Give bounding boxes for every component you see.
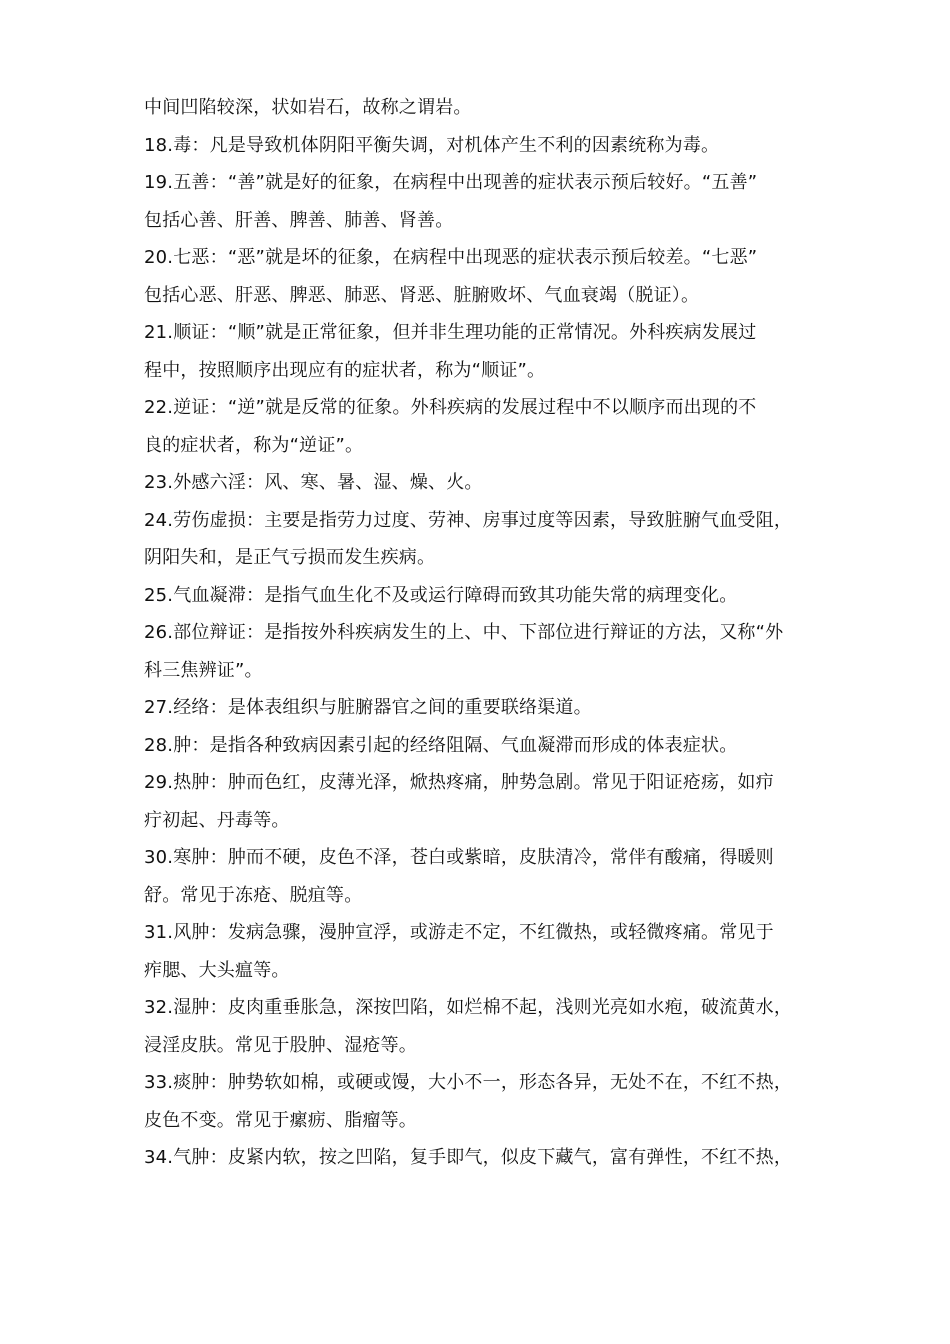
- text-line: 34.气肿：皮紧内软，按之凹陷，复手即气，似皮下藏气，富有弹性，不红不热，: [144, 1147, 793, 1168]
- text-line: 32.湿肿：皮肉重垂胀急，深按凹陷，如烂棉不起，浅则光亮如水疱，破流黄水，: [144, 997, 793, 1018]
- text-line: 包括心恶、肝恶、脾恶、肺恶、肾恶、脏腑败坏、气血衰竭（脱证）。: [144, 284, 700, 306]
- text-line: 33.痰肿：肿势软如棉，或硬或馒，大小不一，形态各异，无处不在，不红不热，: [144, 1072, 793, 1093]
- text-line: 29.热肿：肿而色红，皮薄光泽，焮热疼痛，肿势急剧。常见于阳证疮疡，如疖: [144, 772, 774, 793]
- text-line: 中间凹陷较深，状如岩石，故称之谓岩。: [144, 97, 472, 118]
- text-line: 31.风肿：发病急骤，漫肿宣浮，或游走不定，不红微热，或轻微疼痛。常见于: [144, 922, 774, 943]
- text-line: 21.顺证：“顺”就是正常征象，但并非生理功能的正常情况。外科疾病发展过: [144, 322, 757, 343]
- text-line: 28.肿：是指各种致病因素引起的经络阻隔、气血凝滞而形成的体表症状。: [144, 734, 738, 756]
- text-line: 26.部位辩证：是指按外科疾病发生的上、中、下部位进行辩证的方法，又称“外: [144, 622, 784, 643]
- text-line: 浸淫皮肤。常见于股肿、湿疮等。: [144, 1034, 417, 1056]
- text-line: 程中，按照顺序出现应有的症状者，称为“顺证”。: [144, 359, 546, 381]
- text-line: 27.经络：是体表组织与脏腑器官之间的重要联络渠道。: [144, 697, 592, 718]
- text-line: 痄腮、大头瘟等。: [144, 959, 290, 981]
- text-line: 疔初起、丹毒等。: [144, 809, 290, 831]
- text-line: 舒。常见于冻疮、脱疽等。: [144, 884, 363, 906]
- document-body: [144, 98, 814, 1186]
- text-line: 18.毒：凡是导致机体阴阳平衡失调，对机体产生不利的因素统称为毒。: [144, 134, 720, 156]
- text-line: 25.气血凝滞：是指气血生化不及或运行障碍而致其功能失常的病理变化。: [144, 584, 738, 606]
- text-line: 30.寒肿：肿而不硬，皮色不泽，苍白或紫暗，皮肤清冷，常伴有酸痛，得暖则: [144, 847, 774, 868]
- text-line: 皮色不变。常见于瘰疬、脂瘤等。: [144, 1109, 417, 1131]
- text-line: 良的症状者，称为“逆证”。: [144, 434, 364, 456]
- text-line: 24.劳伤虚损：主要是指劳力过度、劳神、房事过度等因素，导致脏腑气血受阻，: [144, 509, 793, 531]
- text-line: 科三焦辨证”。: [144, 659, 263, 681]
- text-line: 19.五善：“善”就是好的征象，在病程中出现善的症状表示预后较好。“五善”: [144, 172, 758, 193]
- text-line: 23.外感六淫：风、寒、暑、湿、燥、火。: [144, 472, 483, 493]
- text-line: 20.七恶：“恶”就是坏的征象，在病程中出现恶的症状表示预后较差。“七恶”: [144, 247, 758, 268]
- text-line: 22.逆证：“逆”就是反常的征象。外科疾病的发展过程中不以顺序而出现的不: [144, 397, 757, 418]
- text-line: 包括心善、肝善、脾善、肺善、肾善。: [144, 209, 454, 231]
- text-line: 阴阳失和，是正气亏损而发生疾病。: [144, 547, 436, 568]
